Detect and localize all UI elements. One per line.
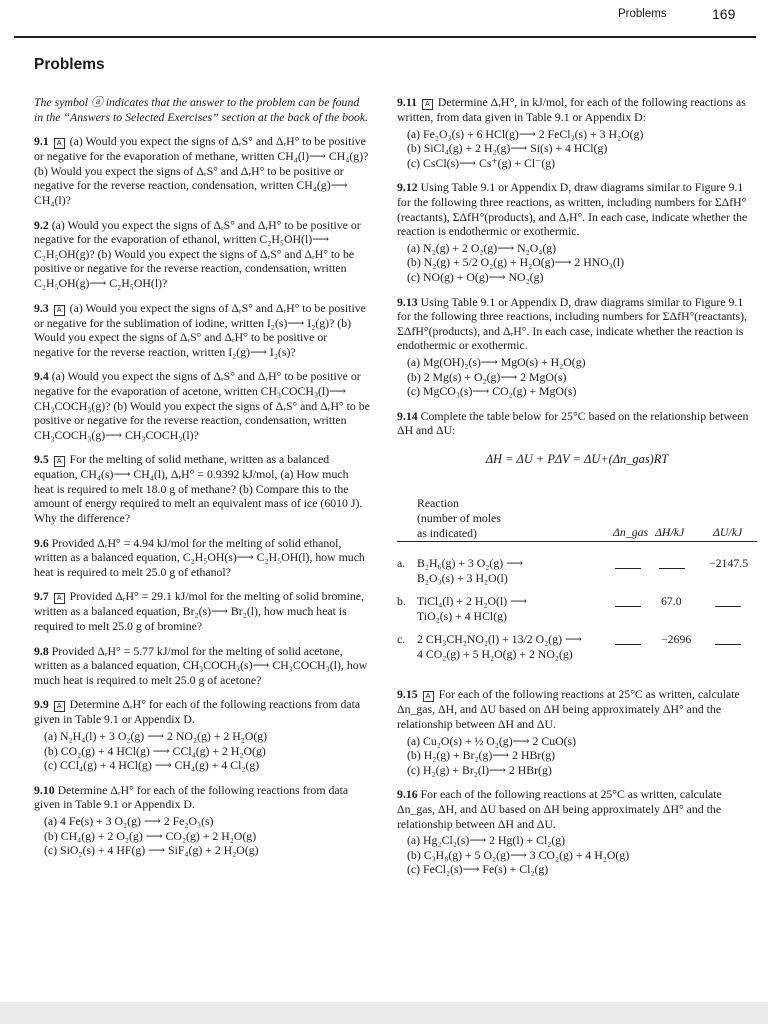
reaction-line: B₂O₃(s) + 3 H₂O(l) (417, 571, 508, 586)
problem-number: 9.13 (397, 294, 418, 309)
table-blank-dh (659, 568, 685, 569)
intro-note: The symbol ⓐ indicates that the answer to the problem can be found in the “Answers to Selected Exercises” section at the back of the book. (34, 95, 369, 124)
problem-part: (c) NO(g) + O(g)⟶ NO₂(g) (407, 269, 544, 284)
problem-number: 9.16 (397, 787, 418, 802)
problem-statement: Provided ΔᵣH° = 29.1 kJ/mol for the melting of solid bromine, written as a balanced equation, Br₂(s)⟶ Br₂(l), how much heat is required to melt 25.0 g of bromine? (34, 589, 364, 634)
problem-part: (b) 2 Mg(s) + O₂(g)⟶ 2 MgO(s) (407, 369, 567, 384)
problem-number: 9.12 (397, 180, 418, 195)
answer-available-icon: A (54, 138, 65, 149)
problem-text (397, 687, 757, 731)
problem-9-13 (397, 295, 757, 399)
problem-statement: (a) Would you expect the signs of ΔᵣS° and ΔᵣH° to be positive or negative for the sublimation of iodine, written I₂(s)⟶ I₂(g)? (b) Would you expect the signs of ΔᵣS° and ΔᵣH° to be positive or negative for the reverse reaction, written I₂(g)⟶ I₂(s)? (34, 300, 366, 359)
problem-9-14 (397, 409, 757, 438)
problem-part: (b) SiCl₄(g) + 2 H₂(g)⟶ Si(s) + 4 HCl(g) (407, 141, 608, 156)
left-problem-list (34, 134, 370, 858)
header-rule (14, 36, 756, 38)
table-blank-dn (615, 606, 641, 607)
right-problem-list-top (397, 95, 757, 438)
problem-text (34, 452, 370, 525)
problem-part: (a) 4 Fe(s) + 3 O₂(g) ⟶ 2 Fe₂O₃(s) (44, 813, 214, 828)
problem-part: (c) CsCl(s)⟶ Cs⁺(g) + Cl⁻(g) (407, 155, 556, 170)
problem-9-6 (34, 536, 370, 580)
answer-available-icon: A (422, 99, 433, 110)
problem-9-15 (397, 687, 757, 777)
problem-9-11 (397, 95, 757, 170)
formula-text: ΔH = ΔU + PΔV = ΔU+(Δn_gas)RT (485, 451, 669, 466)
problem-text (34, 589, 370, 633)
section-title: Problems (34, 56, 105, 73)
problem-text (34, 783, 370, 812)
problem-9-4 (34, 369, 370, 442)
problem-statement: Determine ΔᵣH° for each of the following reactions from data given in Table 9.1 or Appendix D. (34, 697, 361, 727)
page-number: 169 (712, 6, 736, 22)
problem-statement: (a) Would you expect the signs of ΔᵣS° and ΔᵣH° to be positive or negative for the evaporation of methane, written CH₄(l)⟶ CH₄(g)? (b) Would you expect the signs of ΔᵣS° and ΔᵣH° to be positive or negative for the reverse reaction, condensation, written CH₄(g)⟶ CH₄(l)? (34, 134, 369, 207)
problem-part: (b) H₂(g) + Br₂(g)⟶ 2 HBr(g) (407, 748, 556, 763)
problem-text (34, 301, 370, 360)
running-head-section: Problems (618, 8, 667, 20)
scan-bottom-margin (0, 1002, 768, 1024)
table-header-du: ΔU/kJ (713, 525, 743, 540)
table-header-line: Reaction (417, 496, 459, 511)
reaction-line: TiO₂(s) + 4 HCl(g) (417, 609, 507, 624)
problem-9-12 (397, 180, 757, 284)
problem-part: (a) Mg(OH)₂(s)⟶ MgO(s) + H₂O(g) (407, 354, 586, 369)
answer-available-icon: A (54, 305, 65, 316)
problem-text (34, 218, 370, 291)
table-row-reaction (417, 556, 597, 585)
problem-part: (a) N₂H₄(l) + 3 O₂(g) ⟶ 2 NO₂(g) + 2 H₂O(g) (44, 729, 268, 743)
problem-parts (397, 734, 757, 778)
reaction-line: 2 CH₃CH₂NO₂(l) + 13/2 O₂(g) ⟶ (417, 632, 582, 647)
problem-statement: Determine ΔᵣH°, in kJ/mol, for each of the following reactions as written, from data given in Table 9.1 or Appendix D: (397, 95, 746, 124)
answer-available-icon: A (54, 593, 65, 604)
table-header-line: as indicated) (417, 525, 477, 540)
problem-9-2 (34, 218, 370, 291)
problem-part: (a) Fe₂O₃(s) + 6 HCl(g)⟶ 2 FeCl₃(s) + 3 H₂O(g) (407, 126, 644, 141)
table-header-line: (number of moles (417, 511, 501, 526)
answer-available-icon: A (423, 691, 434, 702)
problem-statement: Complete the table below for 25°C based on the relationship between ΔH and ΔU: (397, 408, 749, 438)
problem-part: (c) H₂(g) + Br₂(l)⟶ 2 HBr(g) (407, 762, 552, 777)
problem-number: 9.6 (34, 535, 49, 550)
table-row-reaction (417, 632, 597, 661)
problem-part: (c) MgCO₃(s)⟶ CO₂(g) + MgO(s) (407, 384, 577, 399)
problem-statement: (a) Would you expect the signs of ΔᵣS° and ΔᵣH° to be positive or negative for the evaporation of ethanol, written C₂H₅OH(l)⟶ C₂H₅OH(g)? (b) Would you expect the signs of ΔᵣS° and ΔᵣH° to be positive or negative for the reverse reaction, condensation, written C₂H₅OH(g)⟶ C₂H₅OH(l)? (34, 217, 361, 290)
table-value-dh: 67.0 (661, 594, 682, 609)
reaction-line: 4 CO₂(g) + 5 H₂O(g) + 2 NO₂(g) (417, 647, 573, 662)
table-blank-dn (615, 644, 641, 645)
problem-number: 9.14 (397, 408, 418, 423)
problem-part: (a) Hg₂Cl₂(s)⟶ 2 Hg(l) + Cl₂(g) (407, 833, 566, 848)
problem-text (34, 644, 370, 688)
problem-part: (b) CH₄(g) + 2 O₂(g) ⟶ CO₂(g) + 2 H₂O(g) (44, 828, 257, 843)
problem-text (34, 536, 370, 580)
problem-9-8 (34, 644, 370, 688)
problem-statement: Provided ΔᵣH° = 4.94 kJ/mol for the melting of solid ethanol, written as a balanced equation, C₂H₅OH(s)⟶ C₂H₅OH(l), how much heat is required to melt 25.0 g of ethanol? (34, 535, 365, 579)
table-header-dn: Δn_gas (613, 525, 649, 540)
problem-statement: Using Table 9.1 or Appendix D, draw diagrams similar to Figure 9.1 for the following three reactions, including numbers for ΣΔfH°(reactants), ΣΔfH°(products), and ΔᵣH°. In each case, indicate whether the reaction is endothermic or exothermic. (397, 294, 748, 353)
reaction-line: B₂H₆(g) + 3 O₂(g) ⟶ (417, 556, 524, 571)
problem-number: 9.3 (34, 300, 49, 315)
table-row (397, 556, 757, 586)
problem-statement: (a) Would you expect the signs of ΔᵣS° and ΔᵣH° to be positive or negative for the evaporation of acetone, written CH₃COCH₃(l)⟶ CH₃COCH₃(g)? (b) Would you expect the signs of ΔᵣS° and ΔᵣH° to be positive or negative for the reverse reaction, condensation, written CH₃COCH₃(g)⟶ CH₃COCH₃(l)? (34, 369, 370, 442)
right-problem-list-bottom (397, 687, 757, 877)
problem-statement: Determine ΔᵣH° for each of the following reactions from data given in Table 9.1 or Appendix D. (34, 782, 349, 812)
problem-9-10 (34, 783, 370, 858)
table-row-label: b. (397, 594, 406, 609)
left-column (34, 95, 370, 868)
problem-part: (b) N₂(g) + 5/2 O₂(g) + H₂O(g)⟶ 2 HNO₃(l) (407, 255, 625, 270)
problem-text (34, 369, 370, 442)
problem-part: (c) CCl₄(g) + 4 HCl(g) ⟶ CH₄(g) + 4 Cl₂(g) (44, 758, 260, 773)
problem-parts (397, 833, 757, 877)
problem-part: (a) Cu₂O(s) + ½ O₂(g)⟶ 2 CuO(s) (407, 733, 577, 748)
problem-9-16 (397, 787, 757, 877)
table-value-du: −2147.5 (709, 556, 749, 571)
table-row (397, 594, 757, 624)
table-header-rule (397, 541, 757, 542)
problem-statement: Using Table 9.1 or Appendix D, draw diagrams similar to Figure 9.1 for the following three reactions, as written, including numbers for ΣΔfH°(reactants), ΣΔfH°(products), and ΔᵣH°. In each case, indicate whether the reaction is endothermic or exothermic. (397, 180, 748, 239)
problem-9-7 (34, 589, 370, 633)
table-header-dh: ΔH/kJ (655, 525, 685, 540)
problem-9-3 (34, 301, 370, 360)
problem-number: 9.9 (34, 697, 49, 712)
problem-number: 9.10 (34, 782, 55, 797)
problem-text (397, 180, 757, 238)
problem-number: 9.1 (34, 134, 49, 149)
delta-h-table (397, 496, 757, 671)
delta-h-formula (397, 452, 757, 467)
table-blank-dn (615, 568, 641, 569)
reaction-line: TiCl₄(l) + 2 H₂O(l) ⟶ (417, 594, 528, 609)
table-blank-du (715, 606, 741, 607)
problem-part: (c) SiO₂(s) + 4 HF(g) ⟶ SiF₄(g) + 2 H₂O(g) (44, 843, 259, 858)
table-row-label: a. (397, 556, 406, 571)
problem-statement: For the melting of solid methane, written as a balanced equation, CH₄(s)⟶ CH₄(l), ΔᵣH° = 0.9392 kJ/mol, (a) How much heat is required to melt 18.0 g of methane? (b) Compare this to the amount of energy required to melt an equivalent mass of ice (6010 J). Why the difference? (34, 452, 363, 526)
problem-parts (397, 127, 757, 171)
problem-text (397, 787, 757, 831)
problem-text (397, 295, 757, 353)
table-row (397, 632, 757, 662)
problem-statement: For each of the following reactions at 25°C as written, calculate Δn_gas, ΔH, and ΔU based on ΔH being approximately ΔH° and the relationship between ΔH and ΔU. (397, 787, 722, 831)
problem-parts (397, 241, 757, 285)
problem-9-9 (34, 697, 370, 772)
table-value-dh: −2696 (661, 632, 692, 647)
problem-number: 9.5 (34, 452, 49, 467)
answer-available-icon: A (54, 701, 65, 712)
right-column (397, 95, 757, 887)
problem-text (397, 95, 757, 125)
problem-part: (a) N₂(g) + 2 O₂(g)⟶ N₂O₄(g) (407, 240, 557, 255)
problem-number: 9.8 (34, 643, 49, 658)
problem-part: (c) FeCl₂(s)⟶ Fe(s) + Cl₂(g) (407, 862, 549, 877)
problem-text (397, 409, 757, 438)
problem-number: 9.11 (397, 95, 417, 109)
table-row-label: c. (397, 632, 406, 647)
table-row-reaction (417, 594, 597, 623)
problem-9-5 (34, 452, 370, 525)
problem-parts (34, 729, 370, 773)
problem-text (34, 697, 370, 727)
problem-statement: For each of the following reactions at 25°C as written, calculate Δn_gas, ΔH, and ΔU based on ΔH being approximately ΔH° and the relationship between ΔH and ΔU. (397, 687, 740, 732)
problem-parts (397, 355, 757, 399)
answer-available-icon: A (54, 456, 65, 467)
problem-number: 9.7 (34, 589, 49, 604)
running-header (0, 6, 768, 24)
table-header-reaction (417, 496, 547, 540)
problem-9-1 (34, 134, 370, 207)
problem-number: 9.15 (397, 687, 418, 702)
problem-parts (34, 814, 370, 858)
problem-part: (b) CO₂(g) + 4 HCl(g) ⟶ CCl₄(g) + 2 H₂O(g) (44, 743, 266, 758)
problem-number: 9.2 (34, 217, 49, 232)
problem-part: (b) C₃H₈(g) + 5 O₂(g)⟶ 3 CO₂(g) + 4 H₂O(g) (407, 847, 630, 862)
problem-statement: Provided ΔᵣH° = 5.77 kJ/mol for the melting of solid acetone, written as a balanced equation, CH₃COCH₃(s)⟶ CH₃COCH₃(l), how much heat is required to melt 25.0 g of acetone? (34, 643, 368, 687)
problem-number: 9.4 (34, 369, 49, 384)
problem-text (34, 134, 370, 207)
table-blank-du (715, 644, 741, 645)
